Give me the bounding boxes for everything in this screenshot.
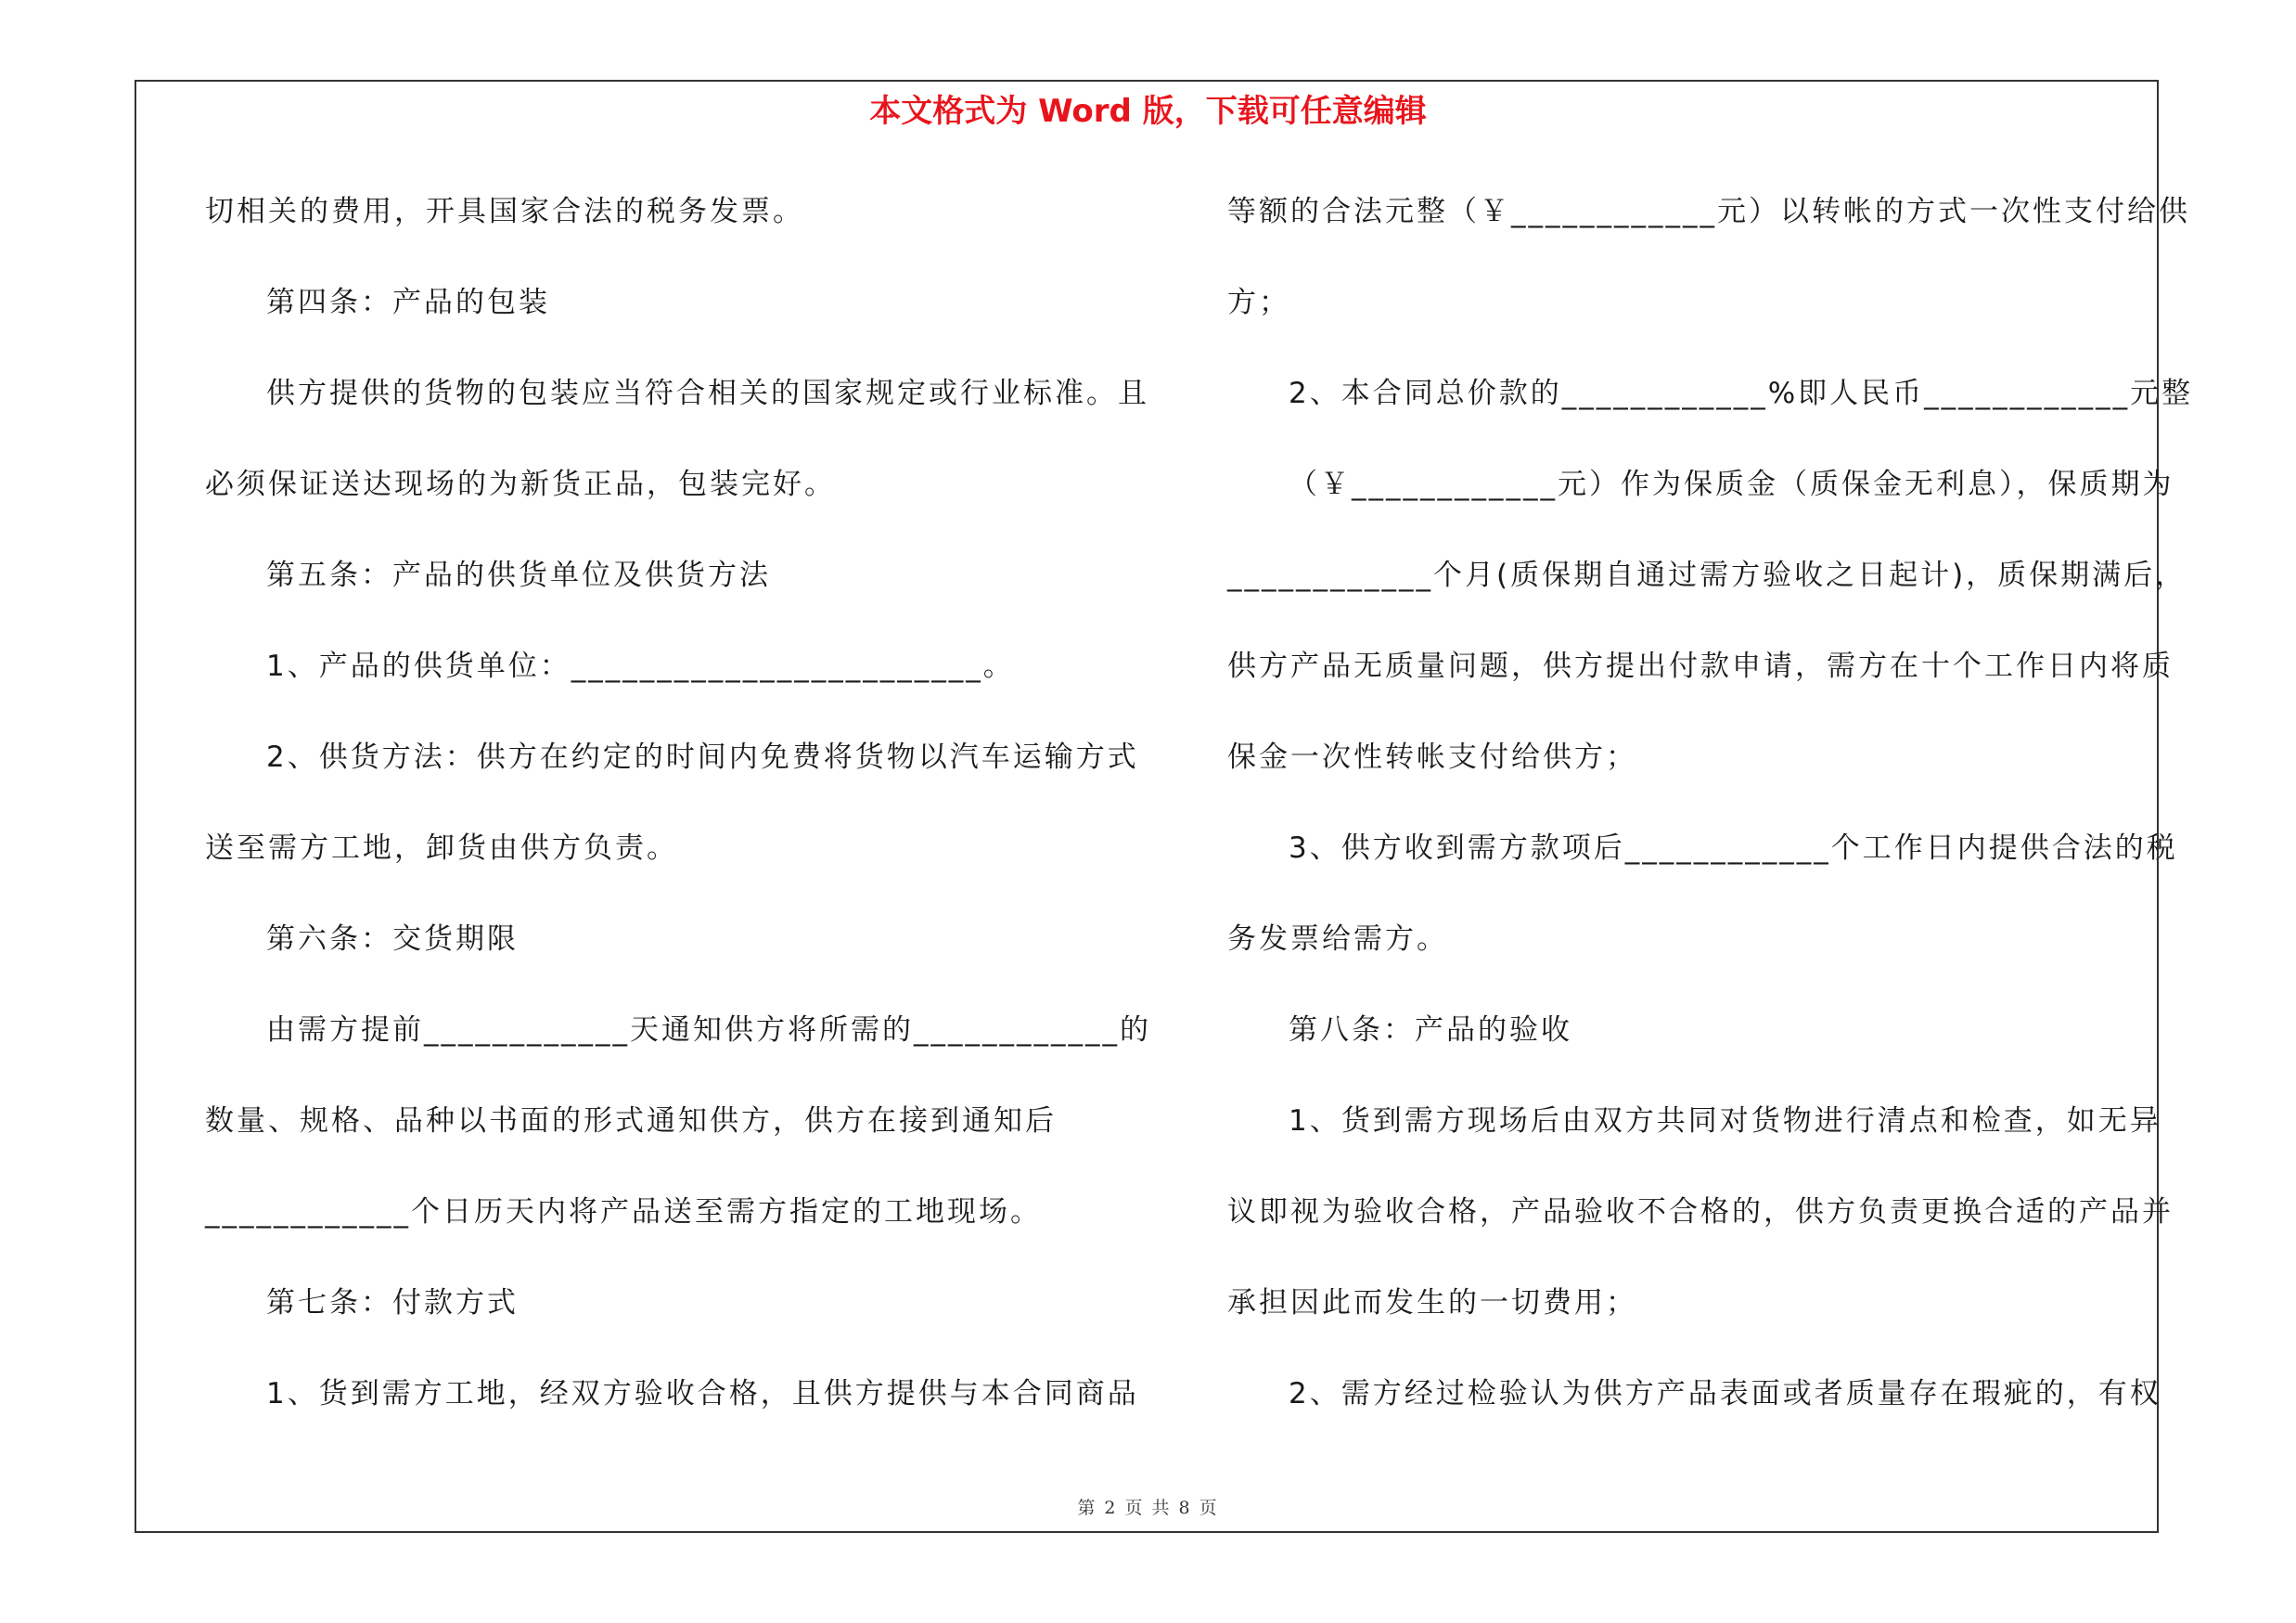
left-line-6: 1、产品的供货单位：________________________。: [266, 650, 1015, 683]
left-line-13: 第七条：付款方式: [266, 1286, 519, 1320]
right-line-5: ____________个月(质保期自通过需方验收之日起计)，质保期满后，: [1227, 559, 2187, 592]
right-line-4: （￥____________元）作为保质金（质保金无利息），保质期为: [1289, 468, 2174, 501]
right-line-6: 供方产品无质量问题，供方提出付款申请，需方在十个工作日内将质: [1227, 650, 2174, 683]
right-line-2: 方；: [1227, 286, 1290, 319]
right-line-10: 第八条：产品的验收: [1289, 1013, 1572, 1047]
left-column: [205, 184, 1156, 1457]
left-line-8: 送至需方工地，卸货由供方负责。: [205, 831, 678, 865]
right-line-7: 保金一次性转帐支付给供方；: [1227, 741, 1637, 774]
right-line-1: 等额的合法元整（￥____________元）以转帐的方式一次性支付给供: [1227, 195, 2190, 228]
right-line-11: 1、货到需方现场后由双方共同对货物进行清点和检查，如无异: [1289, 1104, 2161, 1138]
left-line-12: ____________个日历天内将产品送至需方指定的工地现场。: [205, 1195, 1042, 1229]
left-line-7: 2、供货方法：供方在约定的时间内免费将货物以汽车运输方式: [266, 741, 1139, 774]
right-line-12: 议即视为验收合格，产品验收不合格的，供方负责更换合适的产品并: [1227, 1195, 2174, 1229]
left-line-9: 第六条：交货期限: [266, 922, 519, 956]
right-line-3: 2、本合同总价款的____________%即人民币____________元整: [1289, 377, 2194, 410]
word-format-banner: 本文格式为 Word 版，下载可任意编辑: [869, 93, 1427, 130]
left-line-11: 数量、规格、品种以书面的形式通知供方，供方在接到通知后: [205, 1104, 1057, 1138]
left-line-3: 供方提供的货物的包装应当符合相关的国家规定或行业标准。且: [266, 377, 1149, 410]
page-number-footer: 第 2 页 共 8 页: [1077, 1498, 1219, 1518]
left-line-14: 1、货到需方工地，经双方验收合格，且供方提供与本合同商品: [266, 1377, 1139, 1410]
right-line-9: 务发票给需方。: [1227, 922, 1448, 956]
left-line-1: 切相关的费用，开具国家合法的税务发票。: [205, 195, 804, 228]
left-line-2: 第四条：产品的包装: [266, 286, 550, 319]
left-line-10: 由需方提前____________天通知供方将所需的____________的: [266, 1013, 1151, 1047]
right-column: [1227, 184, 2194, 1457]
left-line-4: 必须保证送达现场的为新货正品，包装完好。: [205, 468, 836, 501]
right-line-13: 承担因此而发生的一切费用；: [1227, 1286, 1637, 1320]
right-line-14: 2、需方经过检验认为供方产品表面或者质量存在瑕疵的，有权: [1289, 1377, 2161, 1410]
left-line-5: 第五条：产品的供货单位及供货方法: [266, 559, 771, 592]
right-line-8: 3、供方收到需方款项后____________个工作日内提供合法的税: [1289, 831, 2178, 865]
